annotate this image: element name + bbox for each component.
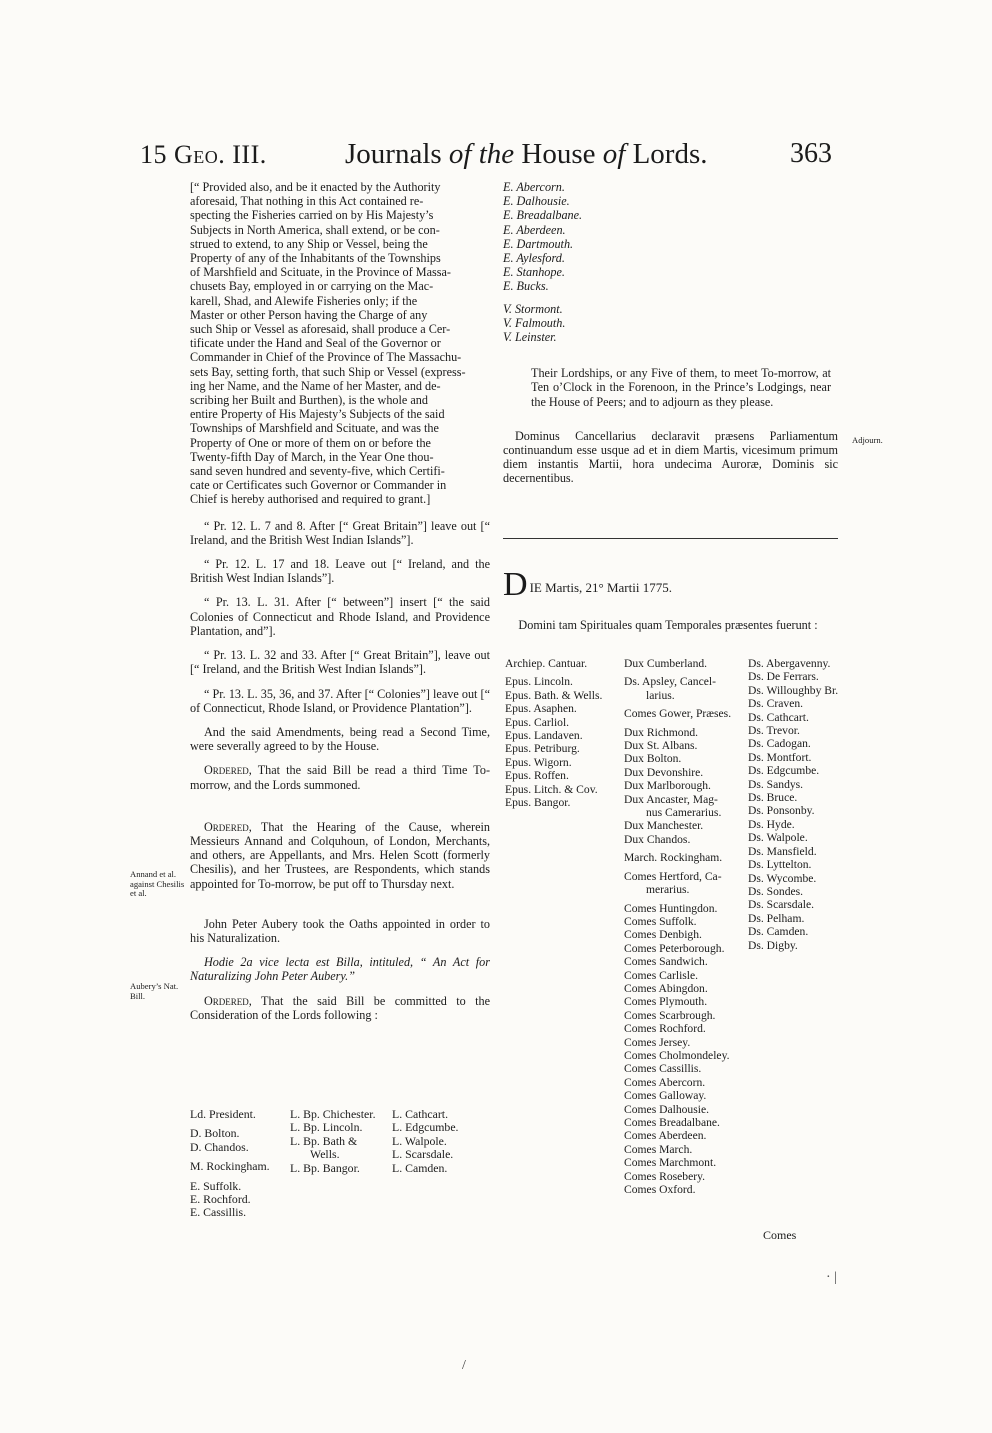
- margin-note-annand: Annand et al. against Chesilis et al.: [130, 869, 185, 898]
- lord-entry: larius.: [646, 688, 675, 702]
- sitting-date: [503, 566, 672, 603]
- margin-note-adjourn: Adjourn.: [852, 435, 883, 445]
- proviso-line: of Marshfield and Scituate, in the Province of Massa-: [190, 265, 451, 280]
- peer-entry: E. Abercorn.: [503, 180, 565, 194]
- lord-entry: Comes Scarbrough.: [624, 1008, 716, 1022]
- title-word-house: House: [521, 138, 596, 170]
- ordered-word: Ordered,: [204, 763, 252, 778]
- committee-member: L. Bp. Bath &: [290, 1133, 358, 1148]
- lord-entry: Ds. Sandys.: [748, 777, 804, 791]
- annand-order: [190, 820, 490, 891]
- lord-entry: Ds. Apsley, Cancel-: [624, 675, 716, 689]
- lord-entry: Comes Abingdon.: [624, 981, 708, 995]
- lord-entry: Ds. Digby.: [748, 938, 798, 952]
- proviso-line: Commander in Chief of the Province of The Massachu-: [190, 350, 462, 365]
- proviso-line: such Ship or Vessel as aforesaid, shall produce a Cer-: [190, 322, 451, 337]
- proviso-line: Subjects in North America, shall extend, or be con-: [190, 222, 440, 237]
- lord-entry: Ds. Lyttelton.: [748, 858, 812, 872]
- lord-entry: Comes Galloway.: [624, 1089, 707, 1103]
- proviso-line: karell, Shad, and Alewife Fisheries only; if the: [190, 293, 418, 308]
- committee-member: L. Edgcumbe.: [392, 1120, 459, 1135]
- lord-entry: Ds. Cadogan.: [748, 737, 811, 751]
- stray-mark: /: [462, 1358, 466, 1373]
- committee-member: L. Scarsdale.: [392, 1147, 454, 1162]
- lordships-meet: Their Lordships, or any Five of them, to meet To-morrow, at Ten o’Clock in the Forenoon, in the Prince’s Lodgings, near the House of Peers; and to adjourn as they please.: [531, 366, 831, 409]
- viscounts-list: [503, 302, 843, 345]
- peer-entry: E. Breadalbane.: [503, 208, 583, 223]
- lord-entry: Ds. Sondes.: [748, 884, 804, 898]
- earls-list: [503, 180, 843, 294]
- peer-entry: E. Stanhope.: [503, 265, 565, 280]
- committee-col-2: [290, 1108, 376, 1175]
- committee-member: D. Bolton.: [190, 1126, 240, 1141]
- right-column: [503, 180, 843, 486]
- committee-member: Wells.: [310, 1147, 340, 1162]
- lord-entry: Epus. Carliol.: [505, 715, 570, 729]
- proviso-block: [190, 180, 490, 507]
- committee-member: Ld. President.: [190, 1107, 256, 1121]
- committee-member: L. Walpole.: [392, 1133, 447, 1148]
- lord-entry: Comes March.: [624, 1142, 693, 1156]
- amendment-paragraph: “ Pr. 13. L. 32 and 33. After [“ Great Britain”], leave out [“ Ireland, and the British West Indian Islands”].: [190, 648, 490, 677]
- lord-entry: Dux Richmond.: [624, 725, 699, 739]
- proviso-line: Townships of Marshfield and Scituate, and was the: [190, 421, 439, 436]
- lord-name: Archiep. Cantuar.: [505, 657, 588, 670]
- margin-note-aubery: Aubery’s Nat. Bill.: [130, 981, 179, 1001]
- peer-entry: E. Dalhousie.: [503, 194, 570, 209]
- lord-entry: Comes Suffolk.: [624, 914, 697, 928]
- lord-entry: Comes Abercorn.: [624, 1075, 706, 1089]
- peer-entry: E. Aylesford.: [503, 251, 565, 266]
- lord-entry: Comes Cassillis.: [624, 1062, 702, 1076]
- lord-entry: Ds. Scarsdale.: [748, 898, 815, 912]
- lord-entry: Comes Dalhousie.: [624, 1102, 710, 1116]
- title-word-of-the: of the: [448, 138, 515, 170]
- proviso-line: strued to extend, to any Ship or Vessel, being the: [190, 236, 428, 251]
- committee-member: L. Bp. Lincoln.: [290, 1120, 363, 1135]
- barons-list: [748, 657, 838, 952]
- temporal-lords-list: [624, 657, 731, 1196]
- committee-member: E. Cassillis.: [190, 1205, 247, 1220]
- peer-entry: V. Leinster.: [503, 330, 557, 345]
- section-rule: [503, 538, 838, 539]
- prorogation-latin: Dominus Cancellarius declaravit præsens Parliamentum continuandum esse usque ad et in diem Martis, vicesimum primum diem instantis Martii, hora undecima Auroræ, Dominis sic decernentibus.: [503, 428, 838, 486]
- proviso-line: entire Property of His Majesty’s Subjects of the said: [190, 407, 445, 422]
- amendment-paragraph: “ Pr. 13. L. 35, 36, and 37. After [“ Colonies”] leave out [“ of Connecticut, Rhode Island, or Providence Plantation”].: [190, 686, 490, 715]
- lord-entry: Epus. Litch. & Cov.: [505, 782, 598, 796]
- committee-member: D. Chandos.: [190, 1139, 249, 1154]
- committal-text: That the said Bill be committed to the Consideration of the Lords following :: [190, 993, 491, 1022]
- lord-entry: Comes Huntingdon.: [624, 901, 718, 915]
- running-head-regnal-year: [140, 140, 267, 170]
- lord-entry: Ds. Edgcumbe.: [748, 764, 820, 778]
- spiritual-lords-list: [505, 657, 602, 809]
- lord-entry: Comes Plymouth.: [624, 995, 708, 1009]
- lord-entry: Comes Cholmondeley.: [624, 1048, 730, 1062]
- lord-entry: Ds. Cathcart.: [748, 710, 809, 724]
- peer-entry: E. Dartmouth.: [503, 236, 574, 251]
- lord-entry: Epus. Lincoln.: [505, 675, 573, 689]
- lord-entry: Dux Manchester.: [624, 819, 704, 833]
- lord-entry: Comes Rosebery.: [624, 1169, 706, 1183]
- proviso-line: aforesaid, That nothing in this Act contained re-: [190, 194, 424, 209]
- regnal-title: Geo. III.: [174, 140, 267, 169]
- proviso-line: Property of One or more of them on or before the: [190, 435, 431, 450]
- committee-member: E. Suffolk.: [190, 1178, 242, 1193]
- lord-entry: Dux Ancaster, Mag-: [624, 792, 718, 806]
- lord-entry: Ds. De Ferrars.: [748, 670, 819, 684]
- lord-entry: Dux Bolton.: [624, 752, 682, 766]
- proviso-line: Twenty-fifth Day of March, in the Year One thou-: [190, 449, 434, 464]
- proviso-line: sets Bay, setting forth, that such Ship or Vessel (express-: [190, 364, 466, 379]
- amendment-paragraph: “ Pr. 12. L. 7 and 8. After [“ Great Britain”] leave out [“ Ireland, and the British West Indian Islands”].: [190, 518, 490, 547]
- lord-entry: Ds. Wycombe.: [748, 871, 817, 885]
- amendment-paragraph: “ Pr. 12. L. 17 and 18. Leave out [“ Ireland, and the British West Indian Islands”].: [190, 557, 490, 586]
- lord-entry: Ds. Ponsonby.: [748, 804, 815, 818]
- committee-member: L. Bp. Bangor.: [290, 1160, 360, 1175]
- page-number: 363: [790, 138, 832, 169]
- lord-entry: Epus. Wigorn.: [505, 755, 572, 769]
- amendment-paragraph: “ Pr. 13. L. 31. After [“ between”] insert [“ the said Colonies of Connecticut and Rhode Island, and Providence Plantation, and”].: [190, 595, 490, 638]
- lord-entry: nus Camerarius.: [646, 806, 722, 820]
- lord-entry: Ds. Willoughby Br.: [748, 683, 839, 697]
- lord-entry: Comes Marchmont.: [624, 1156, 717, 1170]
- drop-cap: D: [503, 566, 528, 603]
- aubery-oath: John Peter Aubery took the Oaths appointed in order to his Naturalization.: [190, 916, 490, 945]
- lord-entry: Comes Oxford.: [624, 1183, 696, 1197]
- committee-col-1: [190, 1108, 270, 1220]
- lord-entry: Epus. Bath. & Wells.: [505, 688, 603, 702]
- committee-member: E. Rochford.: [190, 1192, 251, 1207]
- proviso-line: ing her Name, and the Name of her Master, and de-: [190, 378, 441, 393]
- lord-entry: Ds. Hyde.: [748, 817, 795, 831]
- stray-mark: · |: [826, 1270, 837, 1285]
- lord-entry: Ds. Bruce.: [748, 791, 798, 805]
- proviso-line: sand seven hundred and seventy-five, which Certifi-: [190, 464, 445, 479]
- third-reading-order: [190, 763, 490, 791]
- ordered-word: Ordered,: [204, 993, 252, 1008]
- lord-entry: Ds. Walpole.: [748, 831, 808, 845]
- lord-entry: Epus. Landaven.: [505, 729, 583, 743]
- lord-entry: Comes Rochford.: [624, 1022, 706, 1036]
- lord-entry: Epus. Petriburg.: [505, 742, 580, 756]
- proviso-line: Master or other Person having the Charge of any: [190, 307, 428, 322]
- title-word-of: of: [602, 138, 626, 170]
- peer-entry: E. Aberdeen.: [503, 222, 566, 237]
- committee-member: M. Rockingham.: [190, 1159, 270, 1174]
- peer-entry: V. Stormont.: [503, 301, 563, 316]
- lord-entry: Ds. Craven.: [748, 697, 804, 711]
- presence-heading: Domini tam Spirituales quam Temporales præsentes fuerunt :: [518, 618, 818, 632]
- title-word-journals: Journals: [345, 138, 442, 170]
- lord-entry: Epus. Bangor.: [505, 796, 571, 810]
- catchword: Comes: [763, 1228, 797, 1242]
- left-column: [190, 180, 490, 1032]
- proviso-line: specting the Fisheries carried on by His Majesty’s: [190, 208, 434, 223]
- lord-entry: Dux St. Albans.: [624, 739, 698, 753]
- lord-entry: [505, 657, 602, 670]
- peer-entry: V. Falmouth.: [503, 315, 566, 330]
- third-reading-text: That the said Bill be read a third Time To-morrow, and the Lords summoned.: [190, 763, 491, 792]
- proviso-line: chusets Bay, employed in or carrying on the Mac-: [190, 279, 434, 294]
- lord-entry: Epus. Roffen.: [505, 769, 569, 783]
- regnal-number: 15: [140, 140, 167, 169]
- lord-entry: merarius.: [646, 883, 690, 897]
- committee-member: L. Cathcart.: [392, 1107, 449, 1121]
- hodie-reading: Hodie 2a vice lecta est Billa, intituled, “ An Act for Naturalizing John Peter Aubery.”: [190, 955, 490, 984]
- lord-entry: Dux Devonshire.: [624, 765, 704, 779]
- lord-entry: Dux Chandos.: [624, 832, 691, 846]
- peer-entry: E. Bucks.: [503, 279, 549, 294]
- sitting-date-text: IE Martis, 21° Martii 1775.: [529, 580, 672, 595]
- lord-entry: Comes Aberdeen.: [624, 1129, 707, 1143]
- lord-entry: Dux Marlborough.: [624, 779, 711, 793]
- proviso-line: cate or Certificates such Governor or Commander in: [190, 478, 447, 493]
- lord-entry: Comes Peterborough.: [624, 941, 725, 955]
- lord-entry: Comes Sandwich.: [624, 955, 708, 969]
- lord-entry: Ds. Camden.: [748, 925, 809, 939]
- lord-entry: Epus. Asaphen.: [505, 702, 577, 716]
- lord-entry: March. Rockingham.: [624, 851, 723, 865]
- lord-entry: Ds. Pelham.: [748, 911, 805, 925]
- committee-member: L. Camden.: [392, 1160, 448, 1175]
- lord-entry: Comes Denbigh.: [624, 928, 702, 942]
- lord-entry: Comes Carlisle.: [624, 968, 699, 982]
- committee-member: L. Bp. Chichester.: [290, 1107, 376, 1121]
- proviso-line: Property of any of the Inhabitants of the Townships: [190, 251, 441, 266]
- amendments-agreed: And the said Amendments, being read a Second Time, were severally agreed to by the House.: [190, 724, 490, 754]
- lord-entry: Ds. Mansfield.: [748, 844, 817, 858]
- committee-col-3: [392, 1108, 459, 1175]
- title-word-lords: Lords.: [632, 138, 708, 170]
- lord-entry: Comes Gower, Præses.: [624, 707, 732, 721]
- lord-entry: Comes Jersey.: [624, 1035, 691, 1049]
- lord-entry: Comes Breadalbane.: [624, 1116, 720, 1129]
- running-head-title: [345, 138, 708, 171]
- lord-entry: Comes Hertford, Ca-: [624, 869, 722, 883]
- lord-entry: Dux Cumberland.: [624, 657, 708, 670]
- lord-entry: Ds. Abergavenny.: [748, 657, 831, 670]
- annand-order-text: That the Hearing of the Cause, wherein Messieurs Annand and Colquhoun, of London, Merchants, and others, are Appellants, and Mrs. Helen Scott (formerly Chesilis), and her Trustees, are Respondents, which stands appointed for To-morrow, be put off to Thursday next.: [190, 819, 490, 891]
- ordered-word: Ordered,: [204, 819, 252, 834]
- committal-order: [190, 994, 490, 1022]
- proviso-line: Chief is hereby authorised and required to grant.]: [190, 492, 431, 507]
- proviso-line: [“ Provided also, and be it enacted by the Authority: [190, 180, 441, 194]
- lord-entry: Ds. Montfort.: [748, 750, 812, 764]
- proviso-line: tificate under the Hand and Seal of the Governor or: [190, 336, 441, 351]
- proviso-line: scribing her Built and Burthen), is the whole and: [190, 393, 428, 408]
- lord-entry: Ds. Trevor.: [748, 724, 800, 738]
